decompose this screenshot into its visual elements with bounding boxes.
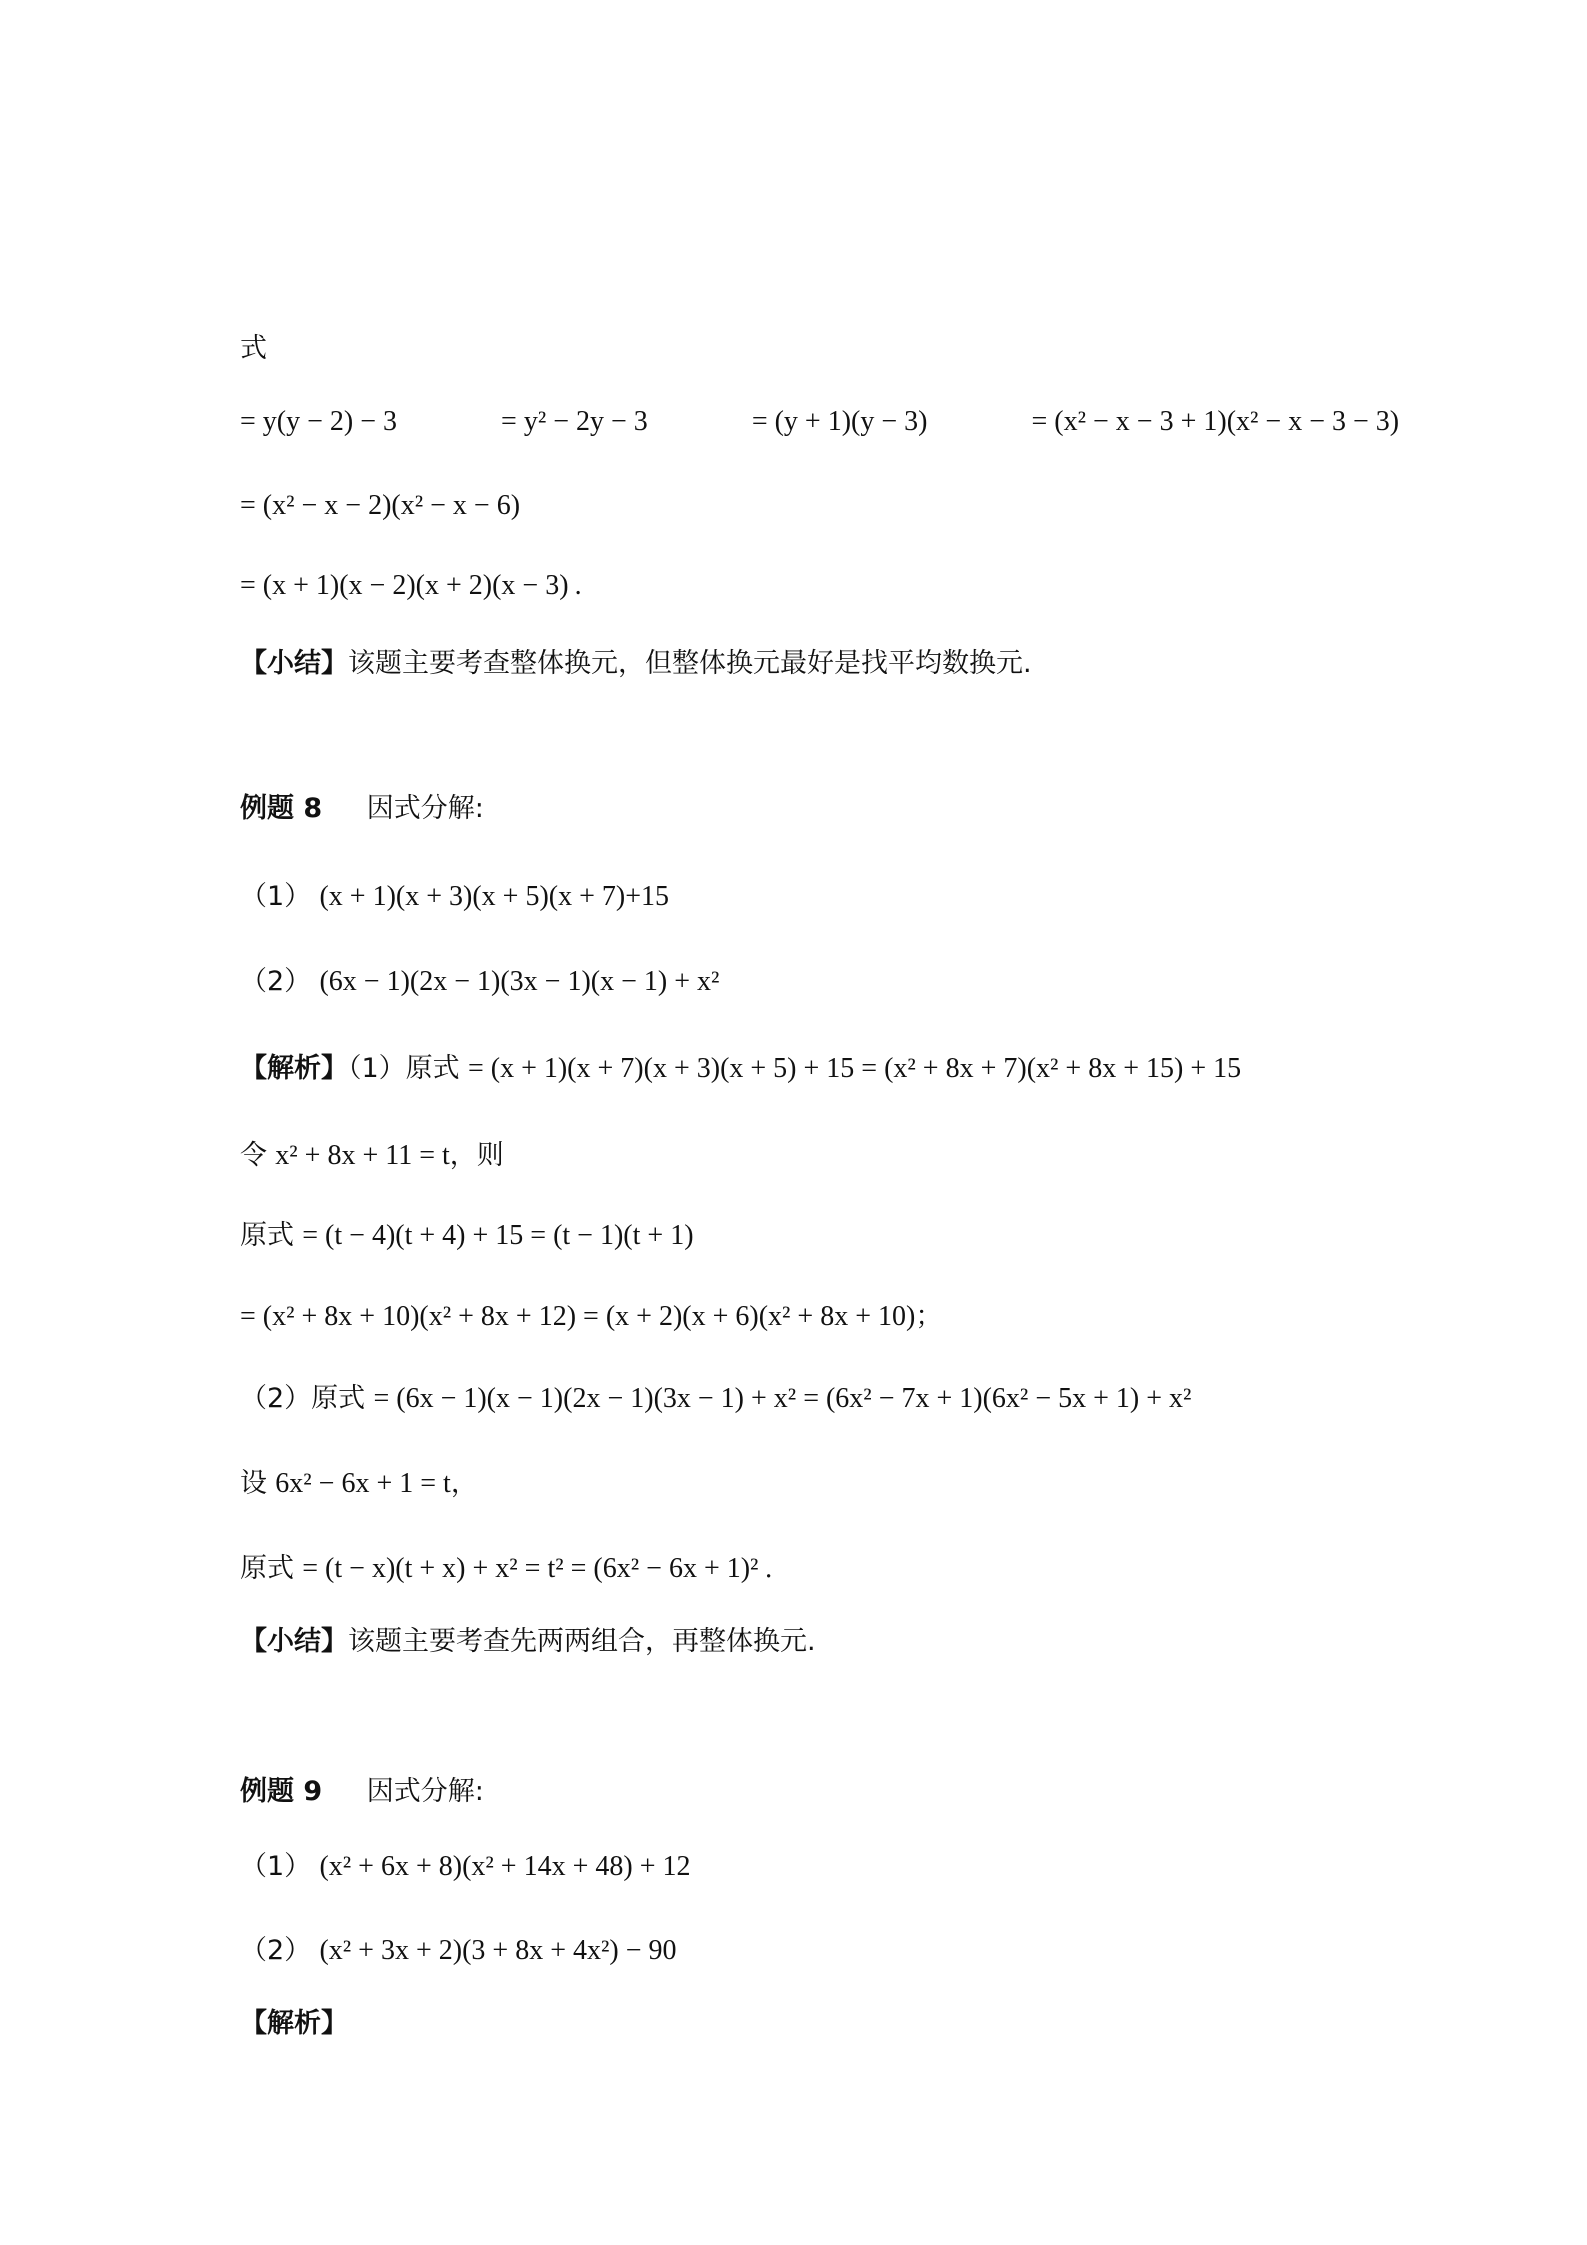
example-9-question-2 bbox=[240, 1937, 677, 1965]
solution-prefix: 原式 bbox=[240, 1553, 294, 1584]
solution-8-let bbox=[240, 1142, 504, 1170]
solution-8-yuan bbox=[240, 1222, 694, 1250]
equation: = (x + 1)(x − 2)(x + 2)(x − 3) bbox=[240, 570, 569, 601]
example-label: 例题 9 bbox=[240, 1776, 323, 1807]
question-number: （2） bbox=[240, 966, 312, 997]
solution-prefix: 令 bbox=[240, 1140, 267, 1171]
solution-tag: 【解析】 bbox=[240, 1053, 348, 1084]
example-8-question-2 bbox=[240, 968, 719, 996]
punctuation: . bbox=[764, 1554, 773, 1584]
punctuation: . bbox=[574, 570, 582, 601]
summary-2 bbox=[240, 1628, 816, 1655]
punctuation: ； bbox=[915, 1301, 943, 1332]
solution-expression: = (t − 4)(t + 4) + 15 = (t − 1)(t + 1) bbox=[302, 1220, 694, 1251]
solution-expression: 6x² − 6x + 1 = t bbox=[275, 1468, 451, 1499]
summary-text: 该题主要考查先两两组合，再整体换元. bbox=[348, 1626, 816, 1657]
text-fragment: 式 bbox=[240, 333, 267, 364]
solution-9-heading bbox=[240, 2010, 348, 2037]
example-label: 例题 8 bbox=[240, 793, 323, 824]
question-number: （2） bbox=[240, 1935, 312, 1966]
question-number: （1） bbox=[240, 1851, 312, 1882]
example-title: 因式分解: bbox=[366, 793, 484, 824]
question-expression: (x + 1)(x + 3)(x + 5)(x + 7)+15 bbox=[319, 881, 670, 912]
solution-expression: x² + 8x + 11 = t bbox=[275, 1140, 450, 1171]
equation-row-2 bbox=[240, 492, 520, 520]
example-8-question-1 bbox=[240, 883, 669, 911]
solution-expression: = (6x − 1)(x − 1)(2x − 1)(3x − 1) + x² = (6x² − 7x + 1)(6x² − 5x + 1) + x² bbox=[373, 1383, 1192, 1414]
equation: = (x² − x − 2)(x² − x − 6) bbox=[240, 490, 521, 521]
solution-8-part-1 bbox=[240, 1055, 1241, 1083]
question-expression: (x² + 6x + 8)(x² + 14x + 48) + 12 bbox=[319, 1851, 691, 1882]
equation-step-4: = (x² − x − 3 + 1)(x² − x − 3 − 3) bbox=[1031, 406, 1400, 437]
summary-tag: 【小结】 bbox=[240, 1626, 348, 1657]
solution-suffix: ，则 bbox=[449, 1140, 504, 1171]
example-title: 因式分解: bbox=[366, 1776, 484, 1807]
summary-text: 该题主要考查整体换元，但整体换元最好是找平均数换元. bbox=[348, 648, 1032, 679]
solution-expression: = (t − x)(t + x) + x² = t² = (6x² − 6x + 1)² bbox=[302, 1553, 759, 1584]
solution-prefix: （2）原式 bbox=[240, 1383, 366, 1414]
solution-expression: = (x² + 8x + 10)(x² + 8x + 12) = (x + 2)(x + 6)(x² + 8x + 10) bbox=[240, 1301, 916, 1332]
solution-8-set bbox=[240, 1470, 478, 1498]
example-9-question-1 bbox=[240, 1853, 691, 1881]
question-expression: (x² + 3x + 2)(3 + 8x + 4x²) − 90 bbox=[319, 1935, 677, 1966]
equation-step-2: = y² − 2y − 3 bbox=[501, 406, 648, 437]
solution-suffix: ， bbox=[450, 1468, 478, 1499]
example-8-heading bbox=[240, 795, 484, 822]
equation-step-3: = (y + 1)(y − 3) bbox=[751, 406, 928, 437]
example-9-heading bbox=[240, 1778, 484, 1805]
solution-prefix: 设 bbox=[240, 1468, 267, 1499]
solution-8-result bbox=[240, 1303, 942, 1331]
summary-1 bbox=[240, 650, 1032, 677]
solution-prefix: 原式 bbox=[240, 1220, 294, 1251]
solution-expression: = (x + 1)(x + 7)(x + 3)(x + 5) + 15 = (x² + 8x + 7)(x² + 8x + 15) + 15 bbox=[467, 1053, 1242, 1084]
solution-8-part-2 bbox=[240, 1385, 1191, 1413]
question-expression: (6x − 1)(2x − 1)(3x − 1)(x − 1) + x² bbox=[319, 966, 720, 997]
summary-tag: 【小结】 bbox=[240, 648, 348, 679]
equation-row-1 bbox=[240, 408, 1399, 436]
equation-row-3 bbox=[240, 572, 582, 600]
solution-8-final bbox=[240, 1555, 773, 1583]
solution-prefix: （1）原式 bbox=[348, 1053, 460, 1084]
equation-step-1: = y(y − 2) − 3 bbox=[240, 406, 398, 437]
question-number: （1） bbox=[240, 881, 312, 912]
solution-tag: 【解析】 bbox=[240, 2008, 348, 2039]
text-line-shi bbox=[240, 335, 267, 362]
